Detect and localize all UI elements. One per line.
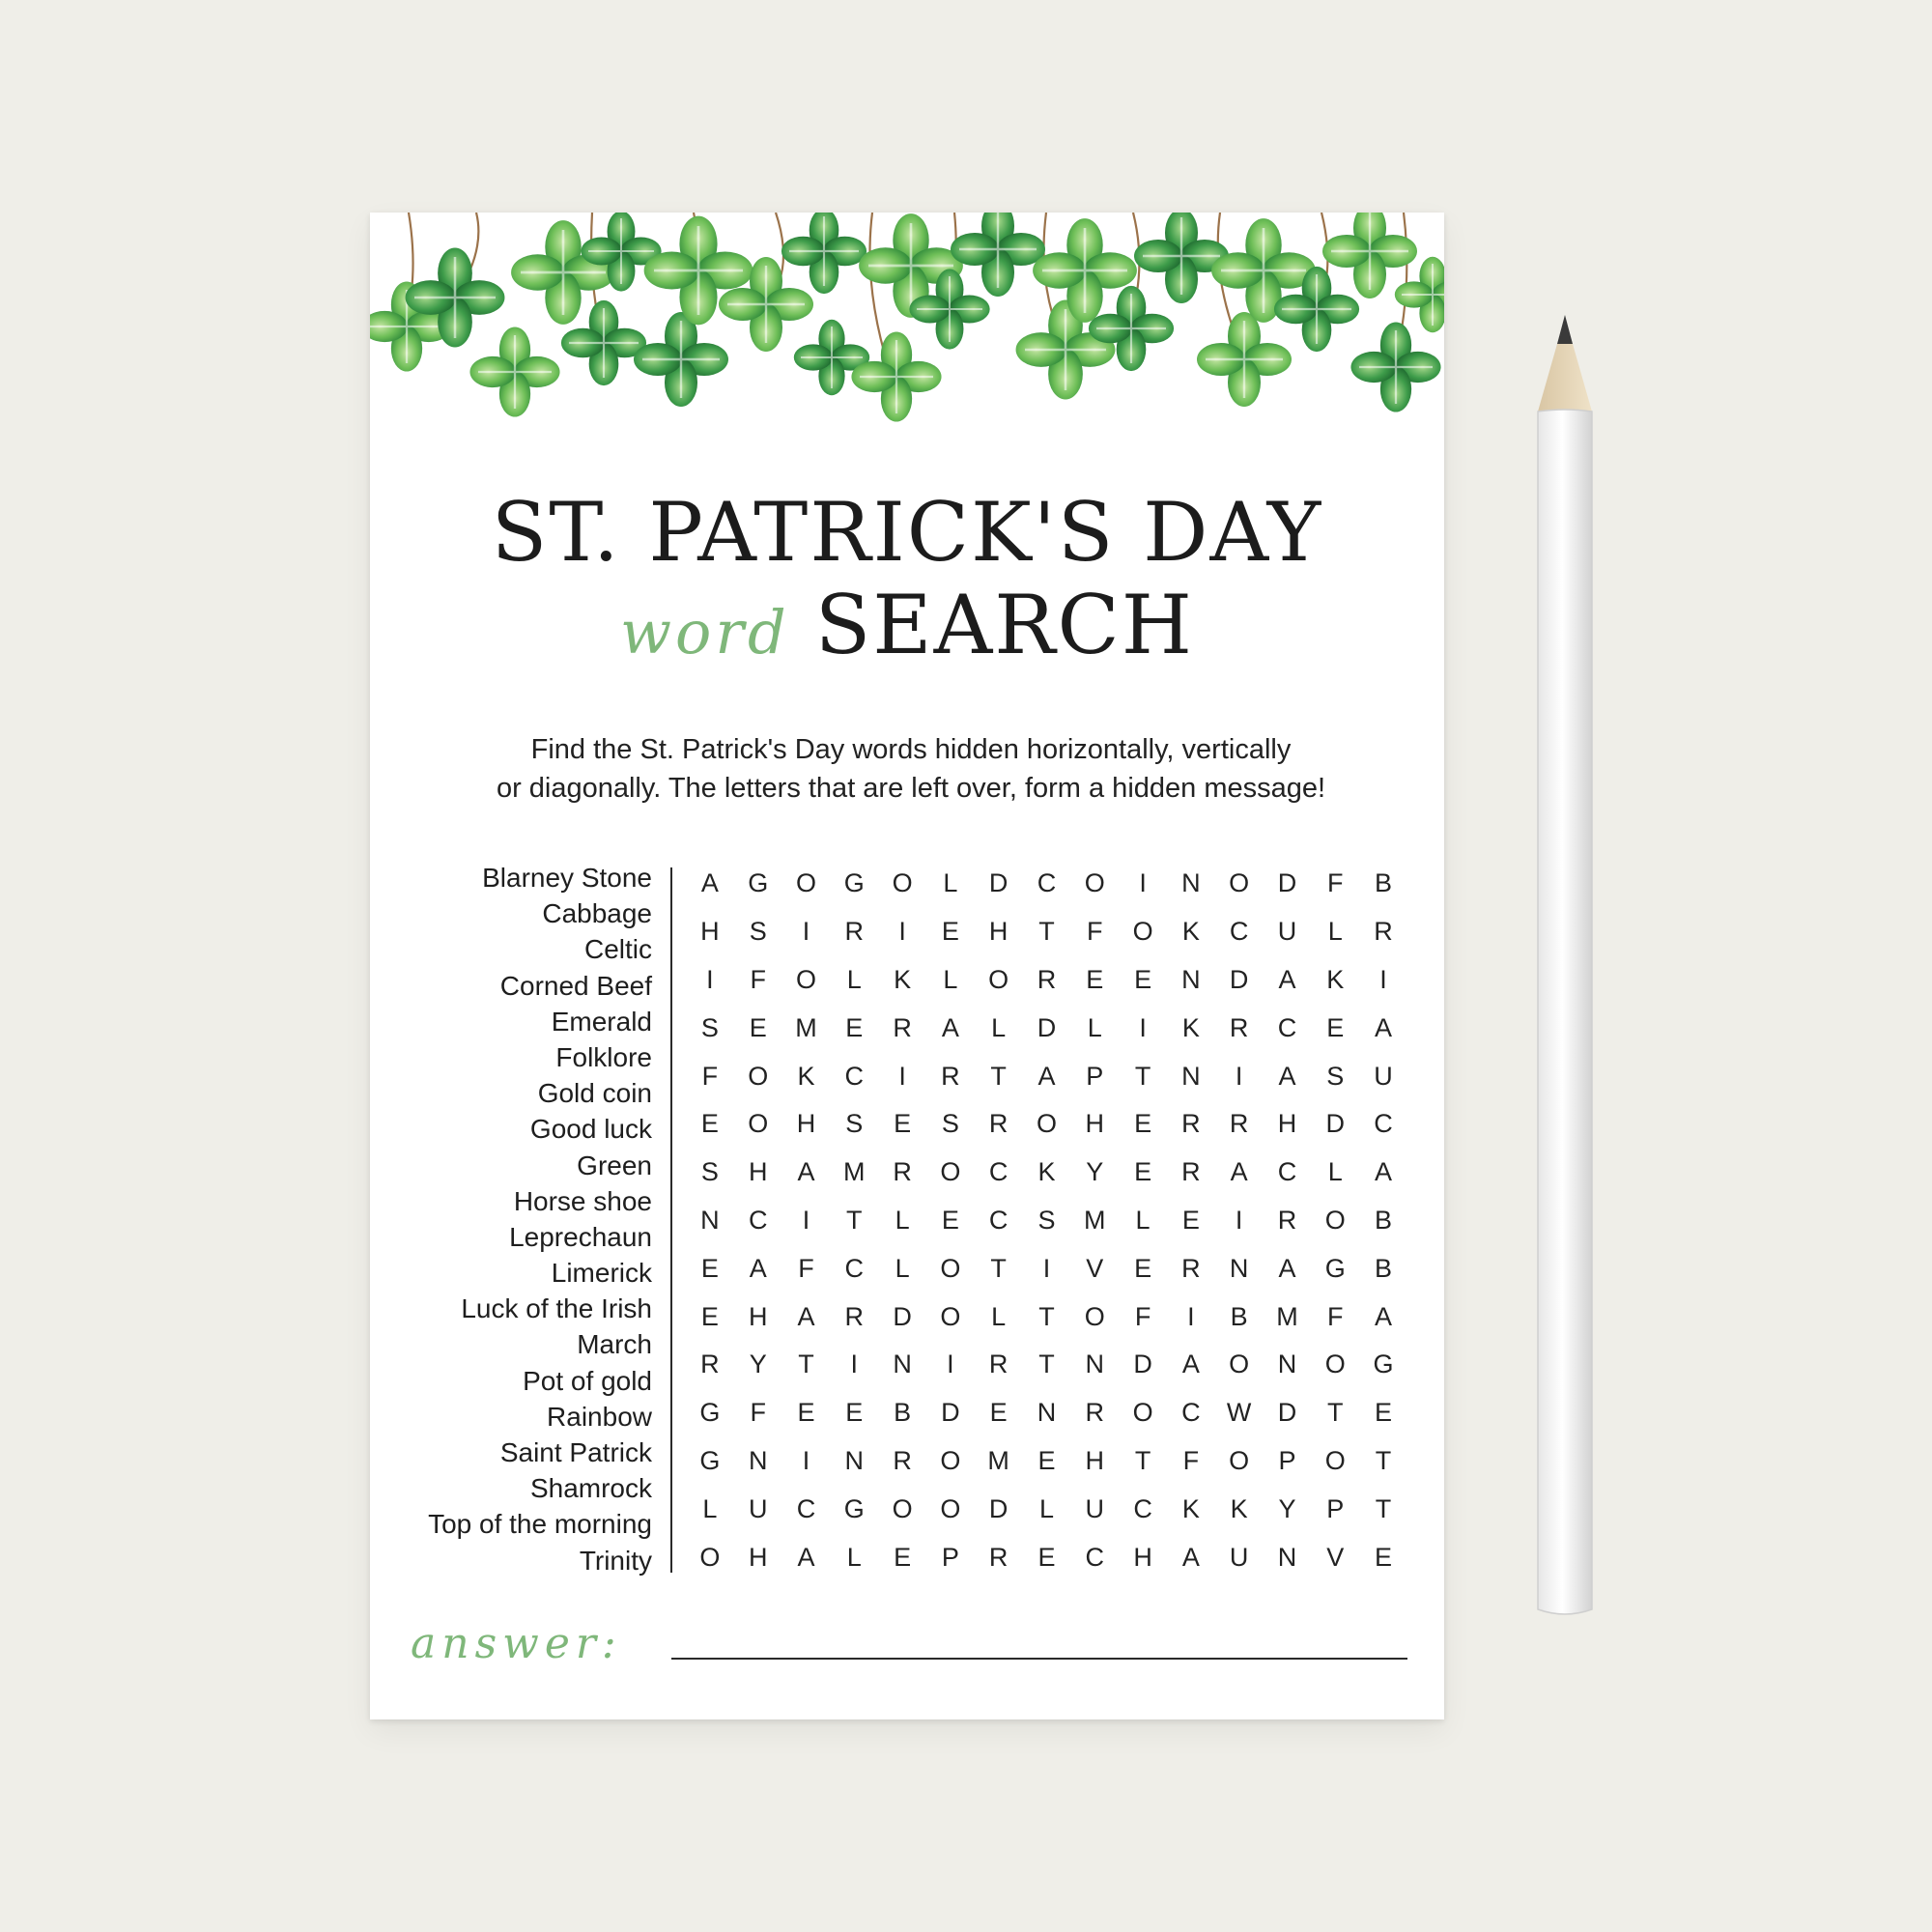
grid-letter[interactable]: E [1037, 1542, 1056, 1572]
grid-letter[interactable]: E [1037, 1445, 1056, 1475]
grid-letter[interactable]: N [893, 1350, 912, 1379]
grid-letter[interactable]: O [1084, 1301, 1105, 1331]
grid-letter[interactable]: G [748, 868, 769, 898]
grid-letter[interactable]: N [1277, 1542, 1297, 1572]
grid-letter[interactable]: N [1229, 1253, 1249, 1283]
grid-letter[interactable]: K [1181, 1012, 1200, 1042]
grid-letter[interactable]: F [701, 1061, 719, 1091]
word-list-item: Limerick [551, 1258, 652, 1289]
grid-letter[interactable]: C [1037, 868, 1057, 898]
grid-letter[interactable]: L [1038, 1493, 1054, 1523]
grid-letter[interactable]: R [1181, 1109, 1201, 1139]
grid-letter[interactable]: O [940, 1445, 961, 1475]
grid-letter[interactable]: O [1324, 1350, 1346, 1379]
grid-letter[interactable]: S [700, 1012, 719, 1042]
grid-letter[interactable]: K [1181, 917, 1200, 947]
word-list-item: Corned Beef [499, 970, 652, 1001]
grid-letter[interactable]: D [988, 868, 1009, 898]
grid-letter[interactable]: R [1181, 1157, 1201, 1187]
grid-letter[interactable]: I [1139, 1012, 1147, 1042]
grid-letter[interactable]: M [795, 1012, 817, 1042]
grid-letter[interactable]: A [797, 1301, 815, 1331]
grid-letter[interactable]: U [1229, 1542, 1249, 1572]
grid-letter[interactable]: P [1326, 1493, 1345, 1523]
grid-letter[interactable]: H [988, 917, 1009, 947]
grid-letter[interactable]: O [1229, 868, 1250, 898]
grid-letter[interactable]: C [988, 1205, 1009, 1235]
grid-letter[interactable]: O [1324, 1205, 1346, 1235]
grid-letter[interactable]: N [1181, 964, 1201, 994]
word-list-item: Luck of the Irish [461, 1293, 652, 1324]
instructions-line1: Find the St. Patrick's Day words hidden horizontally, vertically [530, 734, 1292, 765]
grid-letter[interactable]: B [1375, 1253, 1393, 1283]
grid-letter[interactable]: T [1134, 1445, 1151, 1475]
grid-letter[interactable]: I [947, 1350, 954, 1379]
grid-letter[interactable]: R [1181, 1253, 1201, 1283]
grid-letter[interactable]: T [1134, 1061, 1151, 1091]
grid-letter[interactable]: E [1326, 1012, 1345, 1042]
grid-letter[interactable]: R [941, 1061, 960, 1091]
grid-letter[interactable]: K [1230, 1493, 1248, 1523]
word-list-item: Saint Patrick [499, 1437, 652, 1467]
grid-letter[interactable]: N [1085, 1350, 1105, 1379]
shamrock-garland-illustration [370, 213, 1444, 444]
grid-letter[interactable]: A [1375, 1157, 1393, 1187]
grid-letter[interactable]: E [797, 1398, 815, 1428]
word-list-item: Leprechaun [509, 1221, 652, 1252]
grid-letter[interactable]: K [894, 964, 912, 994]
grid-letter[interactable]: Y [749, 1350, 767, 1379]
grid-letter[interactable]: E [700, 1253, 719, 1283]
grid-letter[interactable]: B [1375, 1205, 1393, 1235]
grid-letter[interactable]: O [795, 868, 816, 898]
grid-letter[interactable]: T [1375, 1445, 1392, 1475]
grid-letter[interactable]: A [1037, 1061, 1056, 1091]
grid-letter[interactable]: E [749, 1012, 767, 1042]
grid-letter[interactable]: N [700, 1205, 720, 1235]
grid-letter[interactable]: I [898, 917, 906, 947]
grid-letter[interactable]: S [749, 917, 767, 947]
grid-letter[interactable]: T [846, 1205, 863, 1235]
grid-letter[interactable]: I [1139, 868, 1147, 898]
grid-letter[interactable]: R [1229, 1109, 1249, 1139]
grid-letter[interactable]: A [1181, 1350, 1200, 1379]
grid-letter[interactable]: A [1278, 1253, 1296, 1283]
grid-letter[interactable]: R [988, 1350, 1009, 1379]
grid-letter[interactable]: C [1181, 1398, 1201, 1428]
grid-letter[interactable]: N [1181, 1061, 1201, 1091]
grid-letter[interactable]: K [1326, 964, 1345, 994]
grid-letter[interactable]: C [1133, 1493, 1152, 1523]
grid-letter[interactable]: T [990, 1061, 1007, 1091]
grid-letter[interactable]: R [893, 1445, 912, 1475]
answer-line[interactable] [671, 1658, 1407, 1660]
grid-letter[interactable]: O [1084, 868, 1105, 898]
page-title-line1: ST. PATRICK'S DAY [491, 485, 1323, 580]
grid-letter[interactable]: R [1037, 964, 1057, 994]
grid-letter[interactable]: O [795, 964, 816, 994]
grid-letter[interactable]: O [1132, 1398, 1153, 1428]
grid-letter[interactable]: E [1086, 964, 1104, 994]
grid-letter[interactable]: C [796, 1493, 816, 1523]
grid-letter[interactable]: L [943, 868, 958, 898]
word-list-item: Emerald [551, 1006, 652, 1037]
grid-letter[interactable]: V [1326, 1542, 1345, 1572]
grid-letter[interactable]: I [802, 1205, 810, 1235]
grid-letter[interactable]: D [1133, 1350, 1152, 1379]
grid-letter[interactable]: B [894, 1398, 912, 1428]
grid-letter[interactable]: N [1181, 868, 1201, 898]
grid-letter[interactable]: O [988, 964, 1009, 994]
grid-letter[interactable]: D [1277, 1398, 1297, 1428]
word-list-item: Top of the morning [428, 1509, 652, 1540]
grid-letter[interactable]: T [1327, 1398, 1344, 1428]
grid-letter[interactable]: F [1134, 1301, 1151, 1331]
grid-letter[interactable]: A [1375, 1301, 1393, 1331]
word-list-item: Rainbow [547, 1401, 652, 1432]
grid-letter[interactable]: R [1085, 1398, 1105, 1428]
grid-letter[interactable]: L [943, 964, 958, 994]
grid-letter[interactable]: C [1374, 1109, 1393, 1139]
grid-letter[interactable]: L [1327, 1157, 1343, 1187]
word-list-item: Blarney Stone [482, 863, 652, 893]
word-list-item: March [577, 1329, 652, 1360]
grid-letter[interactable]: G [843, 868, 865, 898]
grid-letter[interactable]: G [843, 1493, 865, 1523]
grid-letter[interactable]: I [1379, 964, 1387, 994]
grid-letter[interactable]: U [1277, 917, 1297, 947]
grid-letter[interactable]: L [1087, 1012, 1102, 1042]
grid-letter[interactable]: L [895, 1205, 910, 1235]
grid-letter[interactable]: E [1181, 1205, 1200, 1235]
grid-letter[interactable]: O [892, 868, 913, 898]
grid-letter[interactable]: C [1277, 1012, 1297, 1042]
grid-letter[interactable]: N [844, 1445, 865, 1475]
grid-letter[interactable]: U [1085, 1493, 1105, 1523]
grid-letter[interactable]: S [700, 1157, 719, 1187]
grid-letter[interactable]: E [700, 1301, 719, 1331]
pencil-lead [1557, 315, 1573, 344]
grid-letter[interactable]: O [1229, 1445, 1250, 1475]
grid-letter[interactable]: A [941, 1012, 959, 1042]
grid-letter[interactable]: K [1037, 1157, 1056, 1187]
word-list-item: Cabbage [542, 898, 652, 929]
word-list-item: Shamrock [529, 1473, 652, 1504]
grid-letter[interactable]: P [1086, 1061, 1104, 1091]
grid-letter[interactable]: C [1085, 1542, 1105, 1572]
word-search-card [370, 213, 1444, 1719]
grid-letter[interactable]: R [1229, 1012, 1249, 1042]
grid-letter[interactable]: R [988, 1542, 1009, 1572]
grid-letter[interactable]: A [1230, 1157, 1248, 1187]
grid-letter[interactable]: F [1327, 868, 1344, 898]
grid-letter[interactable]: R [893, 1012, 912, 1042]
grid-letter[interactable]: L [846, 1542, 862, 1572]
grid-letter[interactable]: I [802, 1445, 810, 1475]
grid-letter[interactable]: E [1134, 1253, 1152, 1283]
grid-letter[interactable]: R [893, 1157, 912, 1187]
grid-letter[interactable]: M [843, 1157, 866, 1187]
word-list [370, 860, 652, 1578]
grid-letter[interactable]: T [1038, 1350, 1055, 1379]
grid-letter[interactable]: P [1278, 1445, 1296, 1475]
grid-letter[interactable]: R [844, 917, 865, 947]
grid-letter[interactable]: T [990, 1253, 1007, 1283]
grid-letter[interactable]: R [844, 1301, 865, 1331]
grid-letter[interactable]: C [844, 1061, 865, 1091]
grid-letter[interactable]: R [1277, 1205, 1297, 1235]
grid-letter[interactable]: I [1235, 1061, 1243, 1091]
grid-letter[interactable]: F [1327, 1301, 1344, 1331]
grid-letter[interactable]: H [748, 1157, 768, 1187]
grid-letter[interactable]: G [699, 1445, 721, 1475]
grid-letter[interactable]: L [1327, 917, 1343, 947]
grid-letter[interactable]: D [1037, 1012, 1057, 1042]
grid-letter[interactable]: I [1187, 1301, 1195, 1331]
grid-letter[interactable]: L [702, 1493, 718, 1523]
grid-letter[interactable]: R [700, 1350, 720, 1379]
grid-letter[interactable]: M [1276, 1301, 1298, 1331]
grid-letter[interactable]: H [748, 1542, 768, 1572]
grid-letter[interactable]: D [941, 1398, 960, 1428]
letter-grid [686, 860, 1407, 1581]
grid-letter[interactable]: A [1278, 1061, 1296, 1091]
grid-letter[interactable]: I [898, 1061, 906, 1091]
grid-letter[interactable]: L [991, 1012, 1007, 1042]
grid-letter[interactable]: E [1134, 1157, 1152, 1187]
grid-letter[interactable]: O [940, 1301, 961, 1331]
grid-letter[interactable]: N [748, 1445, 768, 1475]
grid-letter[interactable]: E [941, 917, 959, 947]
grid-letter[interactable]: R [1374, 917, 1393, 947]
instructions [428, 730, 1394, 808]
grid-letter[interactable]: F [798, 1253, 814, 1283]
grid-letter[interactable]: K [797, 1061, 815, 1091]
word-list-item: Pot of gold [523, 1365, 652, 1396]
grid-letter[interactable]: E [1134, 1109, 1152, 1139]
grid-letter[interactable]: C [748, 1205, 768, 1235]
grid-letter[interactable]: A [749, 1253, 767, 1283]
grid-letter[interactable]: A [1278, 964, 1296, 994]
word-list-item: Horse shoe [513, 1185, 652, 1216]
grid-letter[interactable]: L [991, 1301, 1007, 1331]
grid-letter[interactable]: L [846, 964, 862, 994]
pencil-wood-tip [1538, 344, 1592, 412]
grid-letter[interactable]: T [1375, 1493, 1392, 1523]
grid-letter[interactable]: F [1087, 917, 1103, 947]
grid-letter[interactable]: O [1132, 917, 1153, 947]
grid-letter[interactable]: N [1277, 1350, 1297, 1379]
grid-letter[interactable]: H [748, 1301, 768, 1331]
grid-letter[interactable]: O [940, 1253, 961, 1283]
grid-letter[interactable]: E [700, 1109, 719, 1139]
word-list-item: Good luck [529, 1114, 652, 1145]
grid-letter[interactable]: I [1235, 1205, 1243, 1235]
grid-letter[interactable]: E [894, 1542, 912, 1572]
grid-letter[interactable]: S [1326, 1061, 1345, 1091]
word-list-item: Green [577, 1150, 652, 1180]
grid-letter[interactable]: C [1277, 1157, 1297, 1187]
word-list-item: Celtic [583, 934, 652, 965]
grid-letter[interactable]: M [1084, 1205, 1106, 1235]
grid-letter[interactable]: M [987, 1445, 1009, 1475]
grid-letter[interactable]: F [1182, 1445, 1200, 1475]
grid-letter[interactable]: T [798, 1350, 814, 1379]
grid-letter[interactable]: V [1086, 1253, 1104, 1283]
pencil-body [1538, 410, 1592, 1614]
grid-letter[interactable]: H [1277, 1109, 1297, 1139]
grid-letter[interactable]: H [1085, 1109, 1105, 1139]
grid-letter[interactable]: Y [1278, 1493, 1296, 1523]
word-list-item: Trinity [579, 1545, 652, 1576]
grid-letter[interactable]: C [1229, 917, 1249, 947]
grid-letter[interactable]: G [1373, 1350, 1394, 1379]
pencil-image [1536, 315, 1594, 1629]
grid-letter[interactable]: P [941, 1542, 959, 1572]
grid-letter[interactable]: R [988, 1109, 1009, 1139]
grid-letter[interactable]: G [1324, 1253, 1346, 1283]
grid-letter[interactable]: O [1036, 1109, 1057, 1139]
grid-letter[interactable]: B [1230, 1301, 1248, 1331]
grid-letter[interactable]: F [750, 964, 766, 994]
grid-letter[interactable]: O [940, 1493, 961, 1523]
grid-letter[interactable]: H [700, 917, 720, 947]
grid-letter[interactable]: T [1038, 1301, 1055, 1331]
grid-letter[interactable]: U [1374, 1061, 1393, 1091]
grid-letter[interactable]: L [895, 1253, 910, 1283]
grid-letter[interactable]: W [1226, 1398, 1252, 1428]
grid-letter[interactable]: O [699, 1542, 721, 1572]
grid-letter[interactable]: A [1375, 1012, 1393, 1042]
grid-letter[interactable]: Y [1086, 1157, 1104, 1187]
answer-label: answer: [411, 1619, 622, 1668]
grid-letter[interactable]: O [940, 1157, 961, 1187]
grid-letter[interactable]: E [1375, 1398, 1393, 1428]
grid-letter[interactable]: T [1038, 917, 1055, 947]
grid-letter[interactable]: E [989, 1398, 1008, 1428]
grid-letter[interactable]: E [941, 1205, 959, 1235]
grid-letter[interactable]: S [1037, 1205, 1056, 1235]
title-script-word: word [619, 597, 790, 668]
grid-letter[interactable]: S [941, 1109, 959, 1139]
word-list-divider [670, 867, 672, 1573]
title-search-word: SEARCH [814, 578, 1195, 672]
word-list-item: Folklore [555, 1041, 652, 1072]
grid-letter[interactable]: O [1229, 1350, 1250, 1379]
grid-letter[interactable]: I [1042, 1253, 1051, 1283]
grid-letter[interactable]: E [845, 1012, 864, 1042]
grid-letter[interactable]: A [700, 868, 719, 898]
grid-letter[interactable]: H [1085, 1445, 1105, 1475]
grid-letter[interactable]: D [1277, 868, 1297, 898]
grid-letter[interactable]: F [750, 1398, 766, 1428]
grid-letter[interactable]: E [894, 1109, 912, 1139]
instructions-line2: or diagonally. The letters that are left over, form a hidden message! [496, 773, 1326, 804]
grid-letter[interactable]: L [1135, 1205, 1151, 1235]
grid-letter[interactable]: O [1324, 1445, 1346, 1475]
grid-letter[interactable]: A [797, 1157, 815, 1187]
grid-letter[interactable]: C [844, 1253, 865, 1283]
grid-letter[interactable]: E [845, 1398, 864, 1428]
grid-letter[interactable]: I [706, 964, 714, 994]
grid-letter[interactable]: O [748, 1061, 769, 1091]
grid-letter[interactable]: D [1325, 1109, 1345, 1139]
grid-letter[interactable]: A [797, 1542, 815, 1572]
page-title-line2 [370, 578, 1444, 672]
grid-letter[interactable]: I [850, 1350, 859, 1379]
grid-letter[interactable]: H [1133, 1542, 1152, 1572]
grid-letter[interactable]: N [1037, 1398, 1057, 1428]
grid-letter[interactable]: S [845, 1109, 864, 1139]
grid-letter[interactable]: D [988, 1493, 1009, 1523]
word-list-item: Gold coin [537, 1078, 652, 1109]
grid-letter[interactable]: I [802, 917, 810, 947]
grid-letter[interactable]: H [796, 1109, 816, 1139]
grid-letter[interactable]: K [1181, 1493, 1200, 1523]
grid-letter[interactable]: E [1375, 1542, 1393, 1572]
grid-letter[interactable]: D [893, 1301, 912, 1331]
grid-letter[interactable]: E [1134, 964, 1152, 994]
grid-letter[interactable]: D [1229, 964, 1249, 994]
grid-letter[interactable]: O [892, 1493, 913, 1523]
grid-letter[interactable]: A [1181, 1542, 1200, 1572]
grid-letter[interactable]: C [988, 1157, 1009, 1187]
grid-letter[interactable]: B [1375, 868, 1393, 898]
grid-letter[interactable]: G [699, 1398, 721, 1428]
grid-letter[interactable]: O [748, 1109, 769, 1139]
grid-letter[interactable]: U [748, 1493, 768, 1523]
